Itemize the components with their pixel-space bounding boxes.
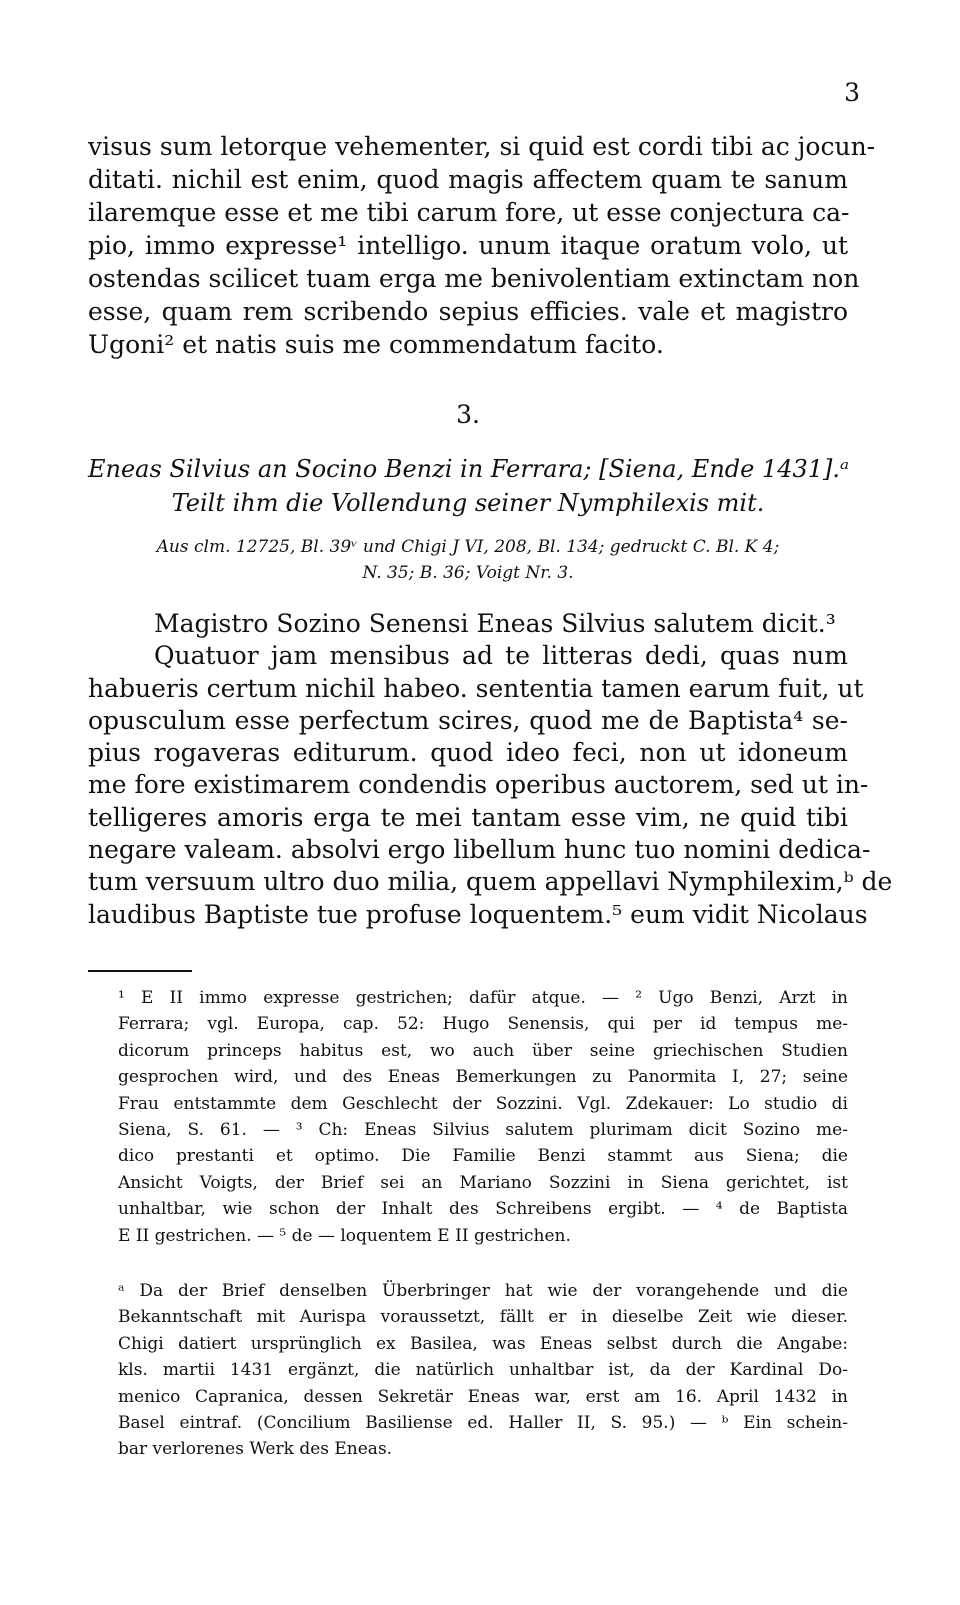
text-line: visus sum letorque vehementer, si quid est cordi tibi ac jocun- [88, 132, 876, 161]
text-line: pio, immo expresse¹ intelligo. unum itaque oratum volo, ut [88, 231, 848, 260]
preceding-letter-text [88, 130, 876, 361]
letter-line: opusculum esse perfectum scires, quod me de Baptista⁴ se- [88, 705, 848, 735]
footnote-line: unhaltbar, wie schon der Inhalt des Schreibens ergibt. — ⁴ de Baptista [118, 1199, 848, 1220]
source-note [88, 534, 848, 586]
letter-line: tum versuum ultro duo milia, quem appellavi Nymphilexim,ᵇ de [88, 867, 893, 897]
footnote-line: menico Capranica, dessen Sekretär Eneas war, erst am 16. April 1432 in [118, 1386, 848, 1407]
footnote-line: ¹ E II immo expresse gestrichen; dafür atque. — ² Ugo Benzi, Arzt in [118, 988, 848, 1008]
page-number: 3 [844, 78, 860, 107]
footnote-line: Basel eintraf. (Concilium Basiliense ed. Haller II, S. 95.) — ᵇ Ein schein- [118, 1412, 848, 1433]
letter-line: Quatuor jam mensibus ad te litteras dedi, quas num [154, 641, 848, 671]
source-line: Aus clm. 12725, Bl. 39ᵛ und Chigi J VI, 208, Bl. 134; gedruckt C. Bl. K 4; [156, 537, 780, 557]
footnote-line: dicorum princeps habitus est, wo auch über seine griechischen Studien [118, 1040, 848, 1061]
footnote-line: gesprochen wird, und des Eneas Bemerkungen zu Panormita I, 27; seine [118, 1067, 848, 1088]
letter-line: habueris certum nichil habeo. sententia tamen earum fuit, ut [88, 673, 864, 703]
letter-line: negare valeam. absolvi ergo libellum hunc tuo nomini dedica- [88, 835, 871, 865]
footnote-line: dico prestanti et optimo. Die Familie Benzi stammt aus Siena; die [118, 1146, 848, 1167]
heading-line: Teilt ihm die Vollendung seiner Nymphilexis mit. [171, 489, 765, 517]
text-line: ilaremque esse et me tibi carum fore, ut esse conjectura ca- [88, 198, 850, 227]
letter-heading [88, 452, 848, 520]
source-line: N. 35; B. 36; Voigt Nr. 3. [362, 563, 574, 583]
text-line: ostendas scilicet tuam erga me benivolentiam extinctam non [88, 264, 860, 293]
footnote-line: Ansicht Voigts, der Brief sei an Mariano Sozzini in Siena gerichtet, ist [118, 1172, 848, 1193]
letter-line: pius rogaveras editurum. quod ideo feci, non ut idoneum [88, 738, 848, 768]
footnote-line: Siena, S. 61. — ³ Ch: Eneas Silvius salutem plurimam dicit Sozino me- [118, 1119, 848, 1140]
footnotes-numbered [88, 985, 848, 1249]
footnote-line: Bekanntschaft mit Aurispa voraussetzt, fällt er in dieselbe Zeit wie dieser. [118, 1307, 848, 1328]
letter-body [88, 608, 893, 931]
text-line: Ugoni² et natis suis me commendatum facito. [88, 330, 664, 359]
heading-line: Eneas Silvius an Socino Benzi in Ferrara; [Siena, Ende 1431].ᵃ [88, 455, 850, 483]
footnote-line: bar verlorenes Werk des Eneas. [118, 1439, 393, 1460]
footnote-line: Frau entstammte dem Geschlecht der Sozzini. Vgl. Zdekauer: Lo studio di [118, 1093, 848, 1114]
footnote-divider [88, 970, 192, 972]
footnote-line: Chigi datiert ursprünglich ex Basilea, was Eneas selbst durch die Angabe: [118, 1333, 848, 1354]
footnote-line: ᵃ Da der Brief denselben Überbringer hat wie der vorangehende und die [118, 1281, 848, 1301]
letter-line: laudibus Baptiste tue profuse loquentem.⁵ eum vidit Nicolaus [88, 899, 868, 929]
footnote-line: kls. martii 1431 ergänzt, die natürlich unhaltbar ist, da der Kardinal Do- [118, 1360, 848, 1381]
footnotes-lettered [88, 1278, 848, 1463]
text-line: esse, quam rem scribendo sepius efficies. vale et magistro [88, 297, 848, 326]
letter-line: telligeres amoris erga te mei tantam esse vim, ne quid tibi [88, 802, 848, 832]
salutation-line: Magistro Sozino Senensi Eneas Silvius salutem dicit.³ [154, 609, 836, 638]
section-number: 3. [456, 400, 480, 429]
footnote-line: E II gestrichen. — ⁵ de — loquentem E II gestrichen. [118, 1225, 571, 1246]
footnote-line: Ferrara; vgl. Europa, cap. 52: Hugo Senensis, qui per id tempus me- [118, 1014, 848, 1035]
letter-line: me fore existimarem condendis operibus auctorem, sed ut in- [88, 770, 869, 800]
text-line: ditati. nichil est enim, quod magis affectem quam te sanum [88, 165, 848, 194]
